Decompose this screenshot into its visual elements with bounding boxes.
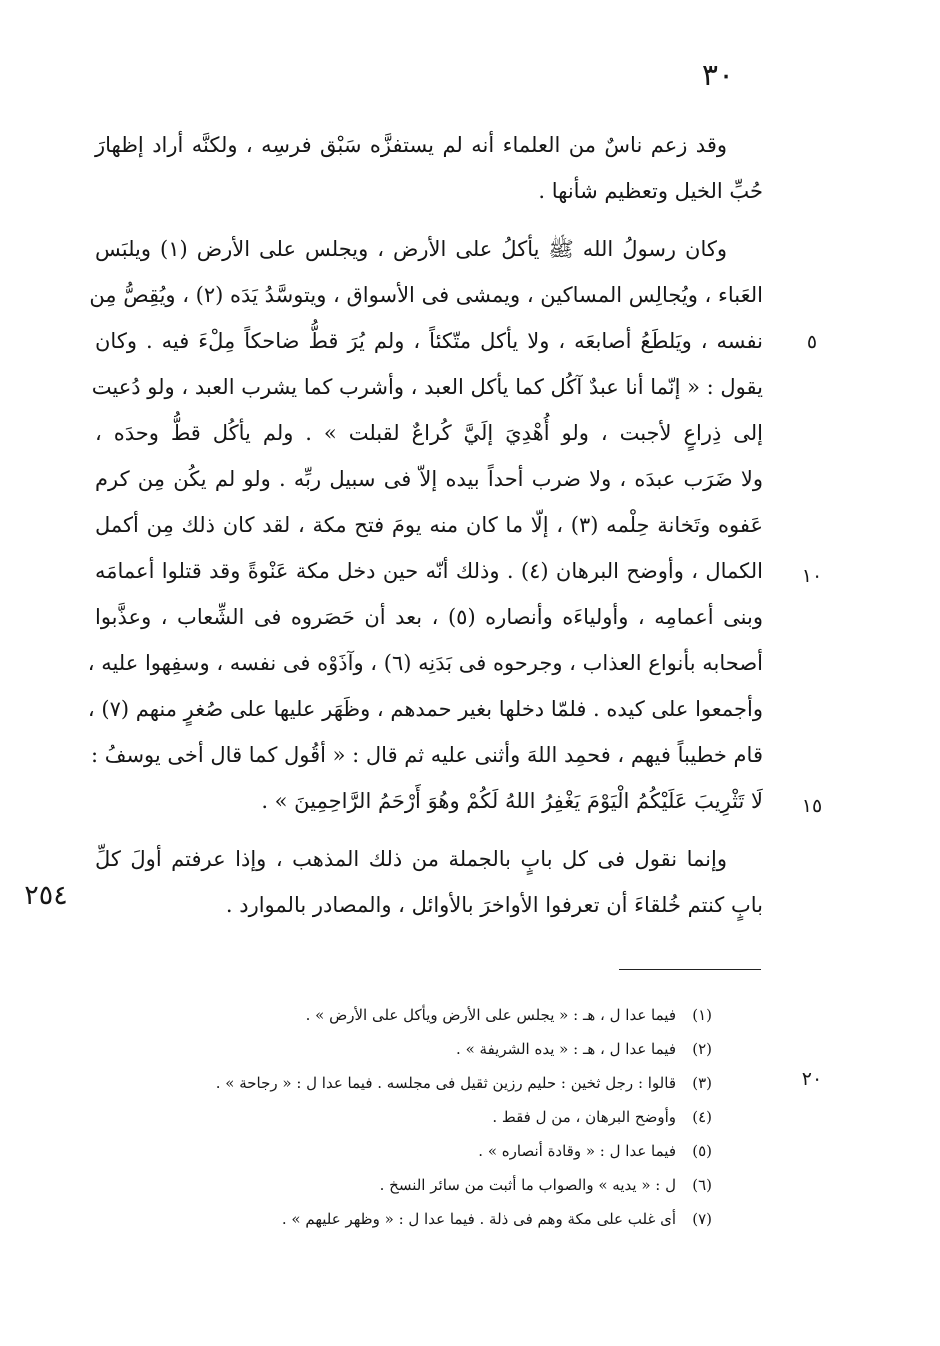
body-text [87,122,764,928]
text-line: عَفوه وتَخانة حِلْمه (٣) ، إلّا ما كان منه يومَ فتح مكة ، لقد كان ذلك مِن أكمل [95,513,763,537]
footnote-marker: (٣) [692,1074,712,1092]
footnote [120,1202,712,1236]
footnote-marker: (١) [692,1006,712,1024]
line-number: ١٠ [801,565,823,587]
text-line: لَا تَثْرِيبَ عَلَيْكُمُ الْيَوْمَ يَغْفِرُ اللهُ لَكُمْ وهُوَ أَرْحَمُ الرَّاحِمِينَ » . [261,789,763,813]
footnote [120,1168,712,1202]
original-page-number: ٢٥٤ [24,880,68,911]
text-line: وكان رسولُ الله ﷺ يأكلُ على الأرض ، ويجلس على الأرض (١) ويلبَس [95,237,728,261]
text-line: ولا ضَرَب عبدَه ، ولا ضرب أحداً بيده إلاّ فى سبيل ربِّه . ولو لم يكُن مِن كرم [95,467,763,491]
footnote [120,1100,712,1134]
text-line: الكمال ، وأوضح البرهان (٤) . وذلك أنّه حين دخل مكة عَنْوةً وقد قتلوا أعمامَه [95,559,764,583]
footnote [120,1066,712,1100]
text-line: بابٍ كنتم خُلقاءَ أن تعرفوا الأواخرَ بالأوائل ، والمصادر بالموارد . [225,893,763,917]
text-line: إلى ذِراعٍ لأجبت ، ولو أُهْدِيَ إلَيَّ كُراعٌ لقبلت » . ولم يأكُل قطُّ وحدَه ، [95,421,763,445]
footnote-marker: (٢) [692,1040,712,1058]
text-line: وإنما نقول فى كل بابٍ بالجملة من ذلك المذهب ، وإذا عرفتم أولَ كلِّ [95,847,727,871]
footnote [120,1134,712,1168]
footnote-marker: (٦) [692,1176,712,1194]
text-line: حُبِّ الخيل وتعظيم شأنها . [538,179,763,203]
footnotes [120,998,712,1236]
text-line: نفسه ، ويَلطَعُ أصابعَه ، ولا يأكل متّكئاً ، ولم يُرَ قطُّ ضاحكاً مِلْءَ فيه . وكان [95,329,763,353]
line-number: ٢٠ [801,1068,823,1090]
footnote-text: قالوا : رجل ثخين : حليم رزين ثقيل فى مجلسه . فيما عدا ل : « رجاحة » . [215,1074,676,1092]
footnote-text: فيما عدا ل ، هـ : « يجلس على الأرض ويأكل على الأرض » . [305,1006,676,1024]
text-line: العَباء ، ويُجالِس المساكين ، ويمشى فى الأسواق ، ويتوسَّدُ يَدَه (٢) ، ويُقِصُّ مِن [89,283,763,307]
page-number: ٣٠ [701,58,735,93]
footnote-text: فيما عدا ل ، هـ : « يده الشريفة » . [456,1040,676,1058]
line-number: ١٥ [801,795,823,817]
footnote-text: فيما عدا ل : « وقادة أنصاره » . [478,1142,676,1160]
text-line: وقد زعم ناسٌ من العلماء أنه لم يستفزَّه سَبْق فرسِه ، ولكنَّه أراد إظهارَ [95,133,727,157]
text-line: أصحابه بأنواع العذاب ، وجرحوه فى بَدَنِه (٦) ، وآذَوْه فى نفسه ، وسفِهوا عليه ، [87,651,763,675]
footnote-text: ل : « يديه » والصواب ما أثبت من سائر النسخ . [379,1176,676,1194]
footnote-text: أى غلب على مكة وهم فى ذلة . فيما عدا ل : « وظهر عليهم » . [281,1210,676,1228]
footnote-marker: (٥) [692,1142,712,1160]
text-line: قام خطيباً فيهم ، فحمِد اللهَ وأثنى عليه ثم قال : « أقُول كما قال أخى يوسفُ : [90,743,763,767]
footnote-marker: (٤) [692,1108,712,1126]
text-line: وبنى أعمامِه ، وأولياءَه وأنصاره (٥) ، بعد أن حَصَروه فى الشِّعاب ، وعذَّبوا [95,605,763,629]
footnote-marker: (٧) [692,1210,712,1228]
footnote-text: وأوضح البرهان ، من ل فقط . [492,1108,676,1126]
text-line: وأجمعوا على كيده . فلمّا دخلها بغير حمدهم ، وظَهَر عليها على صُغرٍ منهم (٧) ، [87,697,763,721]
footnote [120,998,712,1032]
line-number: ٥ [806,331,818,353]
footnote-divider [619,969,761,970]
text-line: يقول : « إنّما أنا عبدٌ آكُل كما يأكل العبد ، وأشرب كما يشرب العبد ، ولو دُعيت [91,375,763,399]
footnote [120,1032,712,1066]
